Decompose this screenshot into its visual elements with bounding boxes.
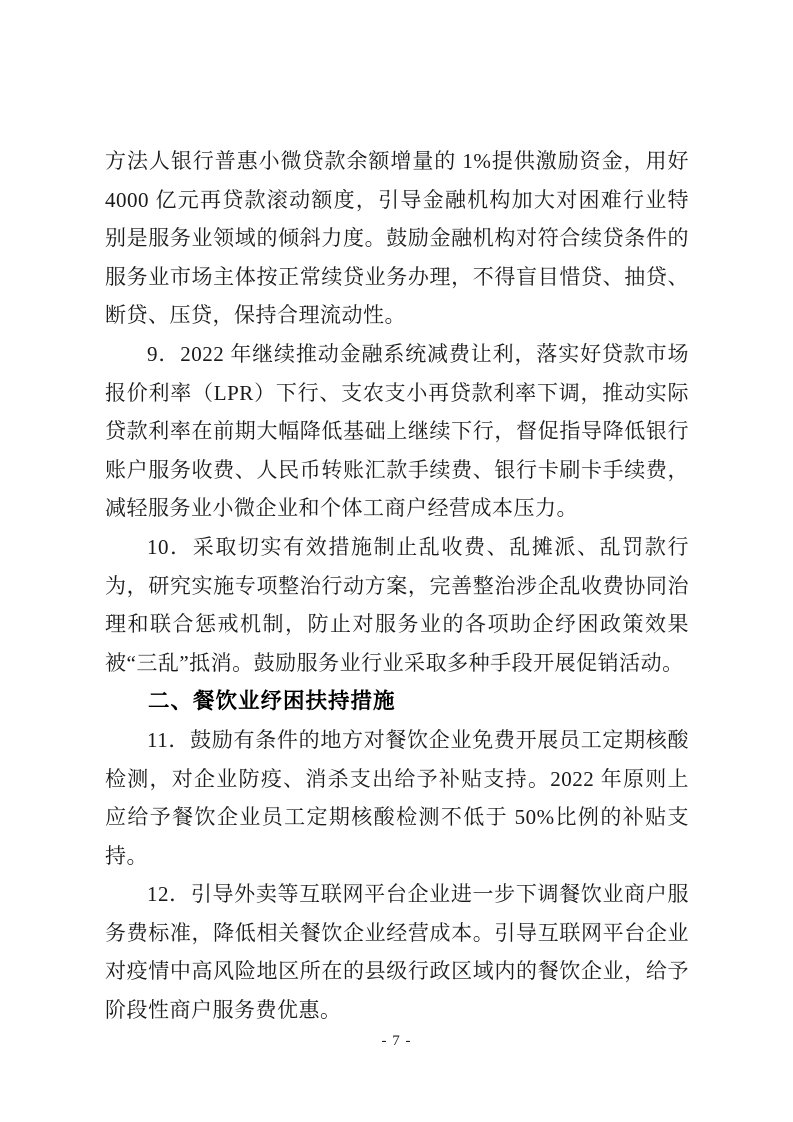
paragraph-item-11: 11．鼓励有条件的地方对餐饮企业免费开展员工定期核酸检测，对企业防疫、消杀支出给予补贴支持。2022 年原则上应给予餐饮企业员工定期核酸检测不低于 50%比例的补贴支持。 [105,727,689,868]
section-heading-catering-relief: 二、餐饮业纾困扶持措施 [148,689,396,714]
document-body [105,142,689,1030]
page-footer [0,1032,793,1050]
paragraph-item-12: 12．引导外卖等互联网平台企业进一步下调餐饮业商户服务费标准，降低相关餐饮企业经营成本。引导互联网平台企业对疫情中高风险地区所在的县级行政区域内的餐饮企业，给予阶段性商户服务费优惠。 [105,882,689,1023]
paragraph-item-10: 10．采取切实有效措施制止乱收费、乱摊派、乱罚款行为，研究实施专项整治行动方案，完善整治涉企乱收费协同治理和联合惩戒机制，防止对服务业的各项助企纾困政策效果被“三乱”抵消。鼓励服务业行业采取多种手段开展促销活动。 [105,534,689,675]
paragraph-continued-from-previous-page: 方法人银行普惠小微贷款余额增量的 1%提供激励资金，用好 4000 亿元再贷款滚动额度，引导金融机构加大对困难行业特别是服务业领域的倾斜力度。鼓励金融机构对符合续贷条件的服务业市场主体按正常续贷业务办理，不得盲目惜贷、抽贷、断贷、压贷，保持合理流动性。 [105,149,689,328]
paragraph-item-9: 9．2022 年继续推动金融系统减费让利，落实好贷款市场报价利率（LPR）下行、支农支小再贷款利率下调，推动实际贷款利率在前期大幅降低基础上继续下行，督促指导降低银行账户服务收费、人民币转账汇款手续费、银行卡刷卡手续费，减轻服务业小微企业和个体工商户经营成本压力。 [105,341,689,521]
page-number: - 7 - [381,1033,412,1049]
